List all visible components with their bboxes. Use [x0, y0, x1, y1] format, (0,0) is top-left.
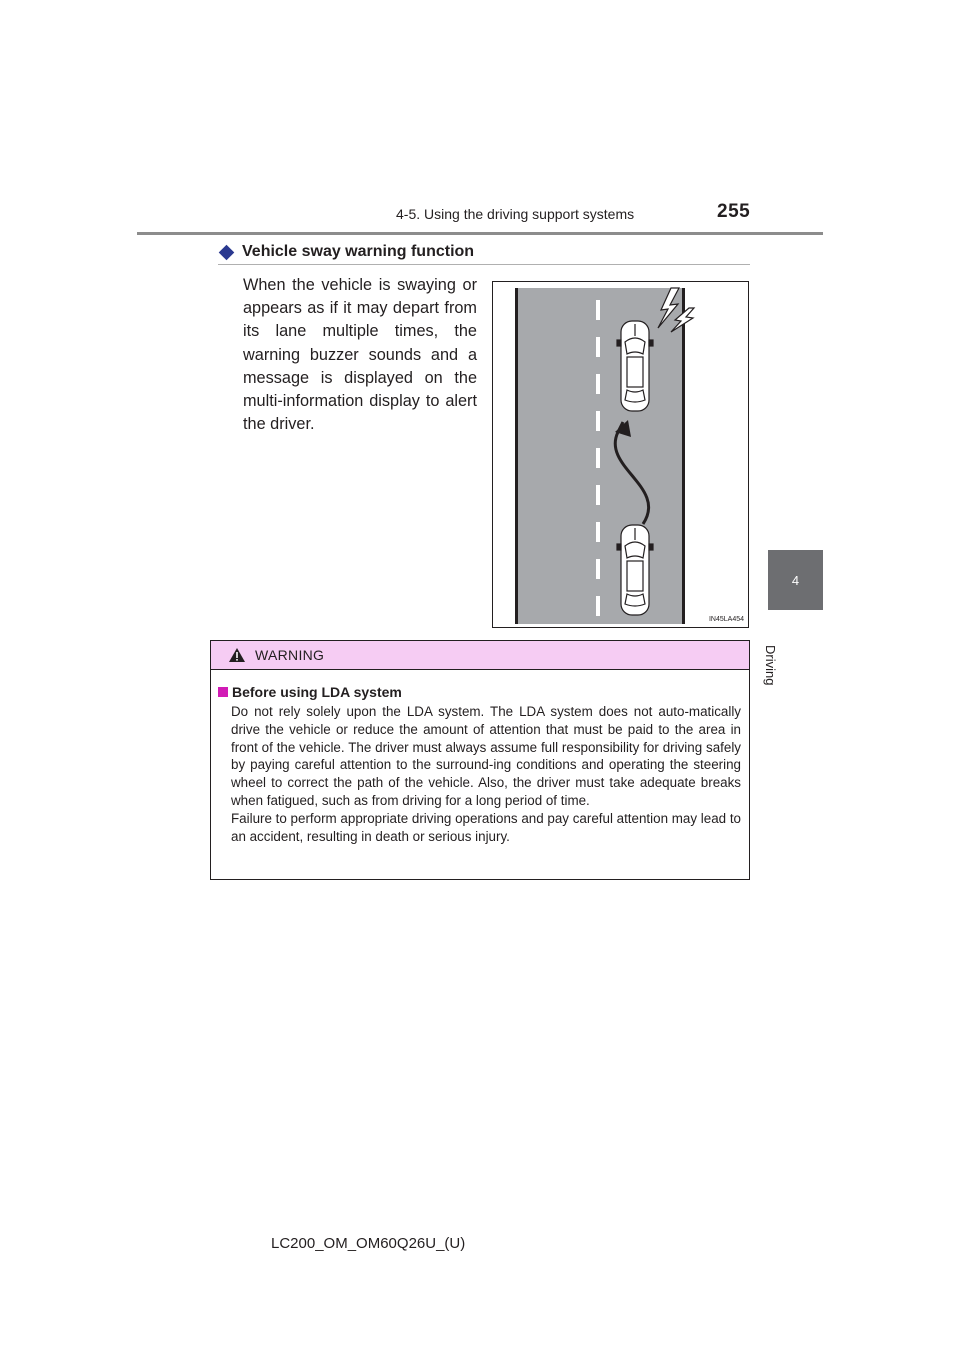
- running-header-section: 4-5. Using the driving support systems: [396, 206, 635, 222]
- sway-warning-illustration: [492, 281, 749, 628]
- warning-box: [210, 640, 750, 880]
- warning-item-title: [218, 684, 402, 700]
- warning-label: WARNING: [255, 647, 325, 663]
- warning-header: [211, 641, 749, 670]
- warning-paragraph: Do not rely solely upon the LDA system. The LDA system does not auto-matically drive the vehicle or reduce the amount of attention that must be paid to the area in front of the vehicle. The driver must always assume full responsibility for driving safely by paying careful attention to the surround-ing conditions and operating the steering wheel to correct the path of the vehicle. Also, the driver must take adequate breaks when fatigued, such as from driving for a long period of time.: [231, 704, 741, 808]
- document-code-footer: LC200_OM_OM60Q26U_(U): [271, 1235, 466, 1252]
- chapter-label: Driving: [763, 645, 778, 686]
- section-heading-text: Vehicle sway warning function: [242, 243, 475, 260]
- chapter-tab[interactable]: [768, 550, 823, 610]
- diamond-bullet-icon: [219, 244, 235, 260]
- warning-triangle-icon: [228, 647, 246, 663]
- warning-paragraph: Failure to perform appropriate driving operations and pay careful attention may lead to an accident, resulting in death or serious injury.: [231, 810, 741, 844]
- car-top-icon: [617, 321, 653, 411]
- heading-rule: [218, 264, 750, 265]
- chapter-number: 4: [791, 572, 800, 588]
- left-road-edge: [515, 288, 518, 624]
- warning-body: [231, 703, 741, 845]
- right-road-edge: [682, 288, 685, 624]
- page-number: 255: [717, 201, 751, 222]
- lane-dashes: [596, 300, 600, 616]
- figure-code: IN45LA454: [708, 616, 744, 623]
- warning-item-title-text: Before using LDA system: [232, 684, 402, 700]
- square-bullet-icon: [218, 687, 228, 697]
- section-body-text: When the vehicle is swaying or appears as if it may depart from its lane multiple times, the warning buzzer sounds and a message is displayed on the multi-information display to alert the driver.: [243, 276, 477, 434]
- road-diagram: [493, 282, 750, 629]
- car-bottom-icon: [617, 525, 653, 615]
- section-heading: [218, 243, 474, 261]
- header-rule: [137, 232, 823, 235]
